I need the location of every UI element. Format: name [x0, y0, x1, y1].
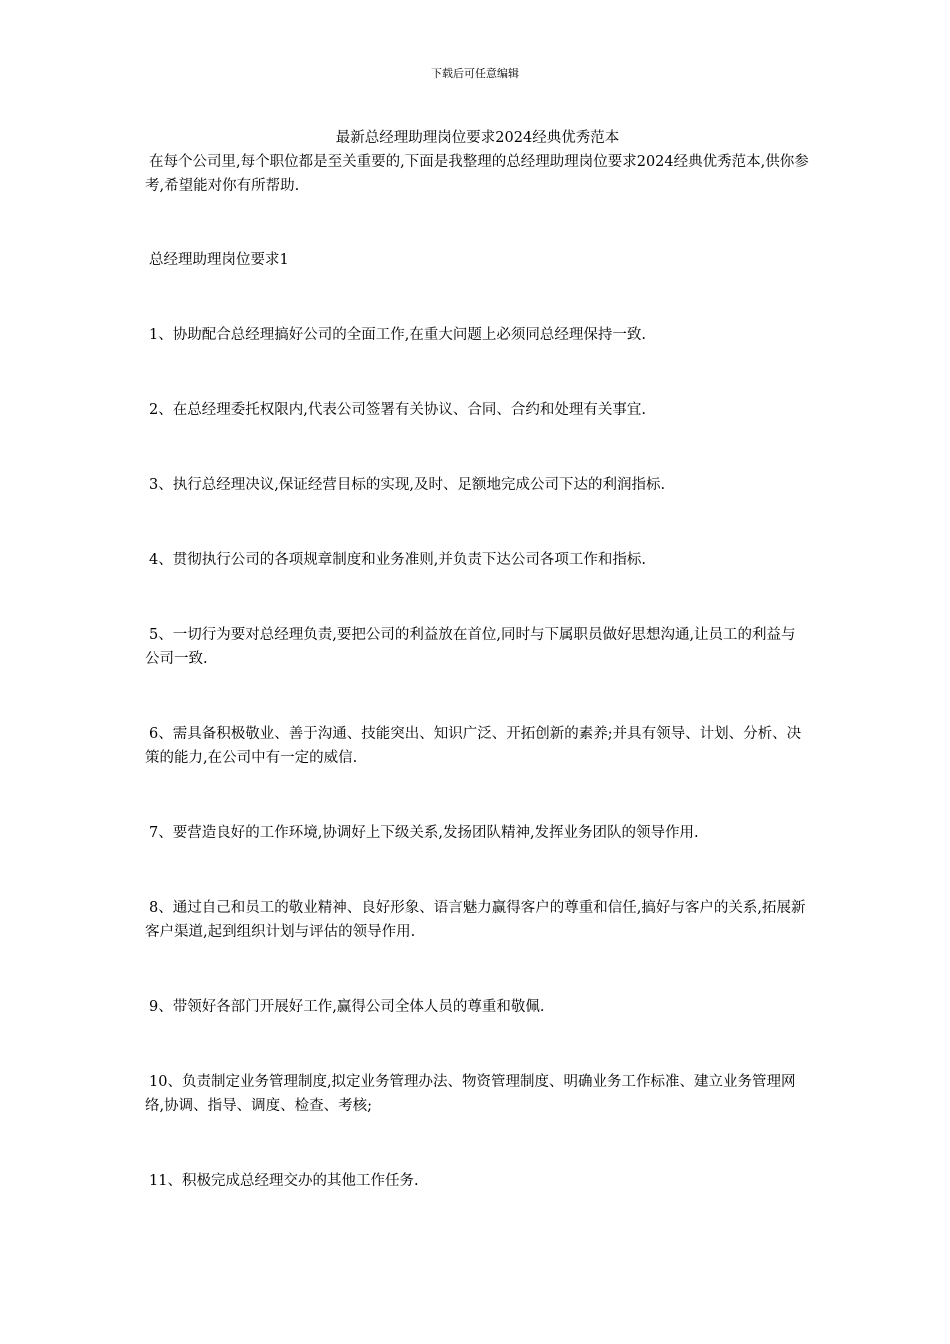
- list-item: 9、带领好各部门开展好工作,赢得公司全体人员的尊重和敬佩.: [149, 999, 545, 1015]
- list-item: 1、协助配合总经理搞好公司的全面工作,在重大问题上必须同总经理保持一致.: [149, 327, 646, 343]
- list-item: 7、要营造良好的工作环境,协调好上下级关系,发扬团队精神,发挥业务团队的领导作用.: [149, 825, 699, 841]
- requirements-list: [145, 323, 810, 1193]
- list-item: 6、需具备积极敬业、善于沟通、技能突出、知识广泛、开拓创新的素养;并具有领导、计划、分析、决策的能力,在公司中有一定的威信.: [145, 726, 802, 766]
- list-item: 11、积极完成总经理交办的其他工作任务.: [149, 1173, 419, 1189]
- document-title: 最新总经理助理岗位要求2024经典优秀范本: [335, 130, 620, 146]
- list-item: 2、在总经理委托权限内,代表公司签署有关协议、合同、合约和处理有关事宜.: [149, 402, 646, 418]
- section-heading: 总经理助理岗位要求1: [149, 252, 289, 268]
- header-note: 下载后可任意编辑: [431, 67, 519, 80]
- list-item: 8、通过自己和员工的敬业精神、良好形象、语言魅力赢得客户的尊重和信任,搞好与客户的关系,拓展新客户渠道,起到组织计划与评估的领导作用.: [145, 900, 806, 940]
- list-item: 10、负责制定业务管理制度,拟定业务管理办法、物资管理制度、明确业务工作标准、建立业务管理网络,协调、指导、调度、检查、考核;: [145, 1074, 796, 1114]
- intro-paragraph: 在每个公司里,每个职位都是至关重要的,下面是我整理的总经理助理岗位要求2024经典优秀范本,供你参考,希望能对你有所帮助.: [145, 154, 809, 194]
- list-item: 5、一切行为要对总经理负责,要把公司的利益放在首位,同时与下属职员做好思想沟通,让员工的利益与公司一致.: [145, 627, 796, 667]
- document-body: [145, 126, 810, 1193]
- list-item: 4、贯彻执行公司的各项规章制度和业务准则,并负责下达公司各项工作和指标.: [149, 552, 646, 568]
- list-item: 3、执行总经理决议,保证经营目标的实现,及时、足额地完成公司下达的利润指标.: [149, 477, 666, 493]
